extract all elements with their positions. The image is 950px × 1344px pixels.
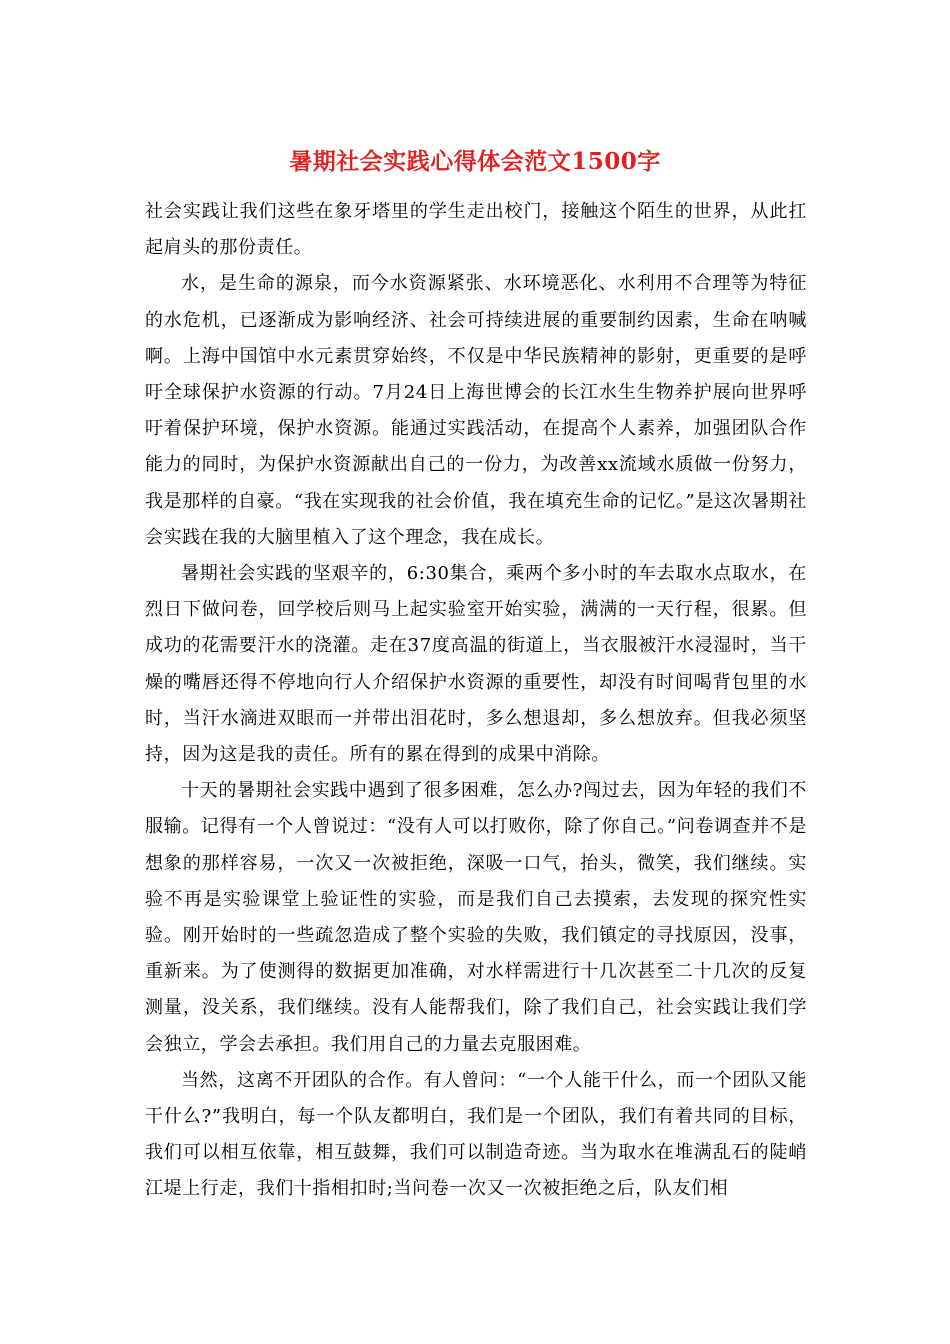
document-body — [145, 194, 807, 1208]
paragraph-teamwork: 当然，这离不开团队的合作。有人曾问：“一个人能干什么，而一个团队又能干什么?”我明白，每一个队友都明白，我们是一个团队，我们有着共同的目标，我们可以相互依靠，相互鼓舞，我们可以制造奇迹。当为取水在堆满乱石的陡峭江堤上行走，我们十指相扣时;当问卷一次又一次被拒绝之后，队友们相 — [145, 1069, 807, 1200]
paragraph-hardship: 暑期社会实践的坚艰辛的，6:30集合，乘两个多小时的车去取水点取水，在烈日下做问卷，回学校后则马上起实验室开始实验，满满的一天行程，很累。但成功的花需要汗水的浇灌。走在37度高温的街道上，当衣服被汗水浸湿时，当干燥的嘴唇还得不停地向行人介绍保护水资源的重要性，却没有时间喝背包里的水时，当汗水滴进双眼而一并带出泪花时，多么想退却，多么想放弃。但我必须坚持，因为这是我的责任。所有的累在得到的成果中消除。 — [145, 563, 807, 766]
paragraph-water: 水，是生命的源泉，而今水资源紧张、水环境恶化、水利用不合理等为特征的水危机，已逐渐成为影响经济、社会可持续进展的重要制约因素，生命在呐喊啊。上海中国馆中水元素贯穿始终，不仅是中华民族精神的影射，更重要的是呼吁全球保护水资源的行动。7月24日上海世博会的长江水生生物养护展向世界呼吁着保护环境，保护水资源。能通过实践活动，在提高个人素养，加强团队合作能力的同时，为保护水资源献出自己的一份力，为改善xx流域水质做一份努力，我是那样的自豪。“我在实现我的社会价值，我在填充生命的记忆。”是这次暑期社会实践在我的大脑里植入了这个理念，我在成长。 — [145, 273, 807, 548]
paragraph-intro: 社会实践让我们这些在象牙塔里的学生走出校门，接触这个陌生的世界，从此扛起肩头的那份责任。 — [145, 201, 807, 259]
document-title: 暑期社会实践心得体会范文1500字 — [289, 148, 661, 175]
paragraph-difficulties: 十天的暑期社会实践中遇到了很多困难，怎么办?闯过去，因为年轻的我们不服输。记得有一个人曾说过：“没有人可以打败你，除了你自己。”问卷调查并不是想象的那样容易，一次又一次被拒绝，深吸一口气，抬头，微笑，我们继续。实验不再是实验课堂上验证性的实验，而是我们自己去摸索，去发现的探究性实验。刚开始时的一些疏忽造成了整个实验的失败，我们镇定的寻找原因，没事，重新来。为了使测得的数据更加准确，对水样需进行十几次甚至二十几次的反复测量，没关系，我们继续。没有人能帮我们，除了我们自己，社会实践让我们学会独立，学会去承担。我们用自己的力量去克服困难。 — [145, 780, 807, 1055]
